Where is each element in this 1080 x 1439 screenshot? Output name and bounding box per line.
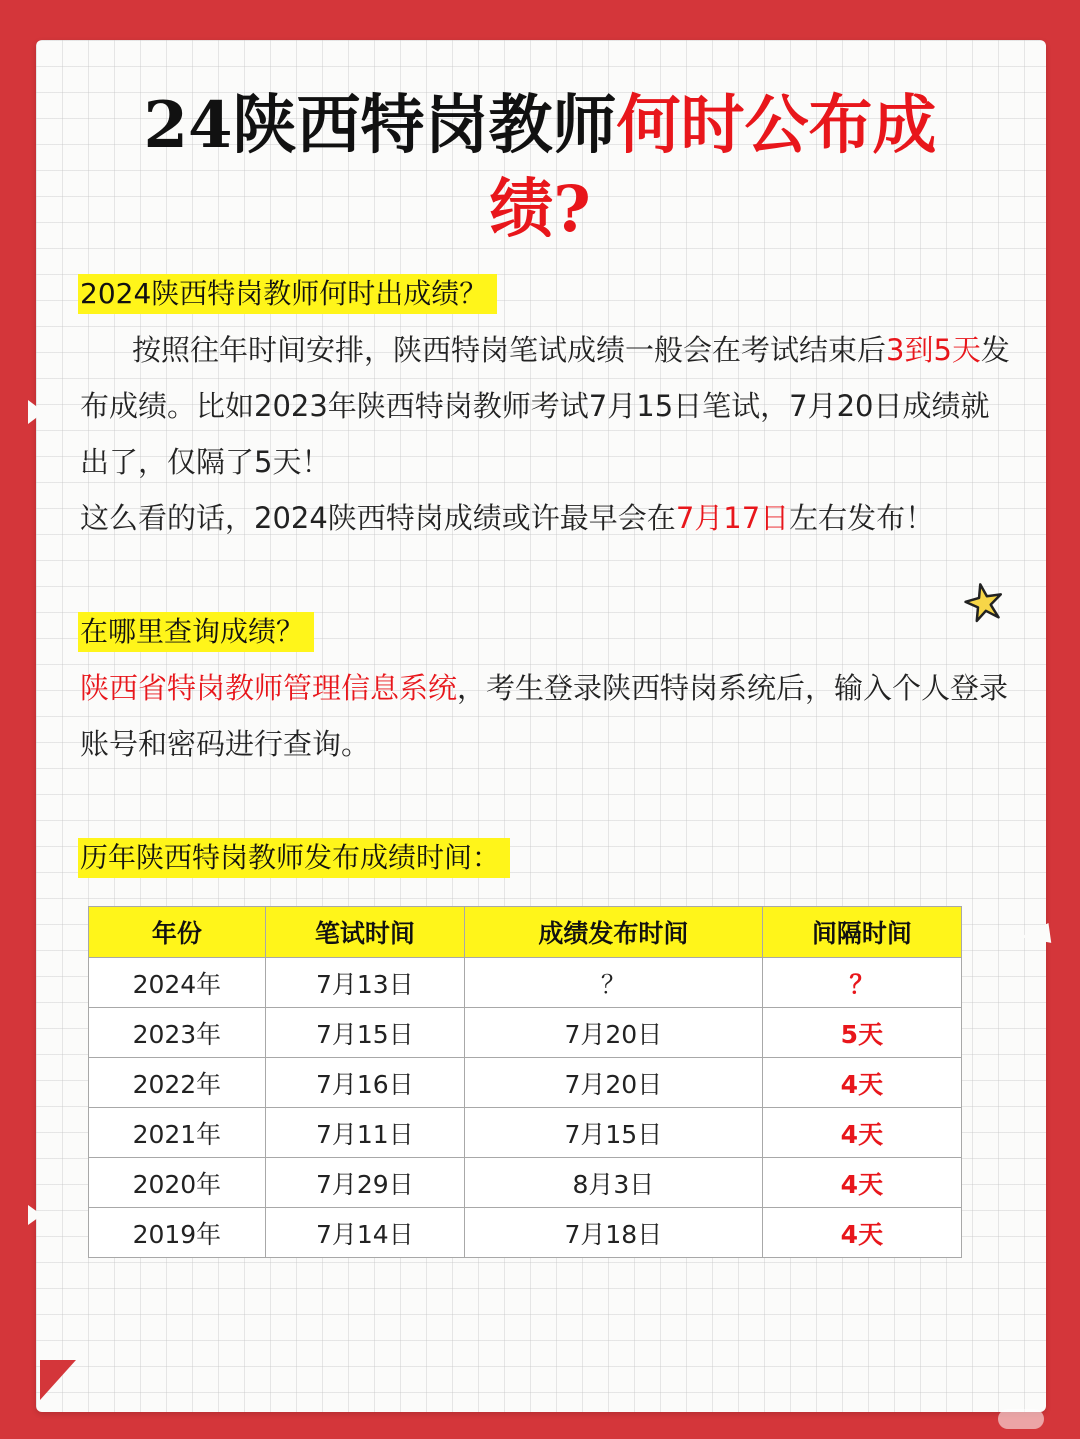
paper-tear: [1019, 923, 1051, 947]
header-exam-date: 笔试时间: [265, 907, 464, 958]
cell-release-date: ？: [464, 958, 762, 1008]
cell-exam-date: 7月13日: [265, 958, 464, 1008]
cell-year: 2022年: [89, 1058, 266, 1108]
table-row: [89, 958, 962, 1008]
header-interval: 间隔时间: [762, 907, 961, 958]
table-row: [89, 1058, 962, 1108]
system-name: 陕西省特岗教师管理信息系统: [80, 671, 458, 705]
text: ，考生登录陕西特岗系统后，输入个人登录账号和密码进行查询。: [80, 671, 1009, 761]
cell-exam-date: 7月14日: [265, 1208, 464, 1258]
text-highlight: 3到5天: [886, 333, 981, 367]
cell-interval: 4天: [762, 1108, 961, 1158]
cell-year: 2019年: [89, 1208, 266, 1258]
text: 发布成绩。比如2023年陕西特岗教师考试7月15日笔试，7月20日成绩就出了，仅隔了5天！: [80, 333, 1010, 479]
text-highlight: 7月17日: [675, 501, 790, 535]
paper-tear: [28, 400, 44, 424]
cell-year: 2020年: [89, 1158, 266, 1208]
cell-year: 2024年: [89, 958, 266, 1008]
text: 这么看的话，2024陕西特岗成绩或许最早会在: [80, 501, 676, 535]
cell-exam-date: 7月29日: [265, 1158, 464, 1208]
section-heading-history: 历年陕西特岗教师发布成绩时间：: [78, 838, 510, 878]
table-row: [89, 1108, 962, 1158]
paragraph-query: [80, 660, 1010, 772]
section-heading-when: 2024陕西特岗教师何时出成绩？: [78, 274, 497, 314]
cell-year: 2023年: [89, 1008, 266, 1058]
cell-exam-date: 7月15日: [265, 1008, 464, 1058]
results-table: [88, 906, 962, 1258]
text: 按照往年时间安排，陕西特岗笔试成绩一般会在考试结束后: [132, 333, 887, 367]
cell-interval: 4天: [762, 1158, 961, 1208]
paragraph-estimate: [80, 490, 1010, 546]
cell-exam-date: 7月16日: [265, 1058, 464, 1108]
page-title: [60, 86, 1020, 166]
cell-interval: ？: [762, 958, 961, 1008]
header-release-date: 成绩发布时间: [464, 907, 762, 958]
title-black: 24陕西特岗教师: [143, 88, 617, 163]
cell-release-date: 7月20日: [464, 1058, 762, 1108]
header-year: 年份: [89, 907, 266, 958]
cell-release-date: 7月18日: [464, 1208, 762, 1258]
cell-release-date: 7月15日: [464, 1108, 762, 1158]
table-row: [89, 1208, 962, 1258]
cell-release-date: 7月20日: [464, 1008, 762, 1058]
paper-tear: [28, 1205, 42, 1225]
table-row: [89, 1158, 962, 1208]
cell-exam-date: 7月11日: [265, 1108, 464, 1158]
paragraph-schedule: [80, 322, 1010, 490]
cell-interval: 4天: [762, 1208, 961, 1258]
cell-release-date: 8月3日: [464, 1158, 762, 1208]
table-row: [89, 1008, 962, 1058]
cell-interval: 4天: [762, 1058, 961, 1108]
page-title-line2: 绩?: [489, 172, 591, 247]
title-red: 何时公布成: [616, 88, 937, 163]
cell-year: 2021年: [89, 1108, 266, 1158]
cell-interval: 5天: [762, 1008, 961, 1058]
section-heading-where: 在哪里查询成绩？: [78, 612, 314, 652]
text: 左右发布！: [789, 501, 935, 535]
star-icon: [962, 580, 1006, 624]
watermark-badge: [998, 1409, 1044, 1429]
table-header-row: [89, 907, 962, 958]
